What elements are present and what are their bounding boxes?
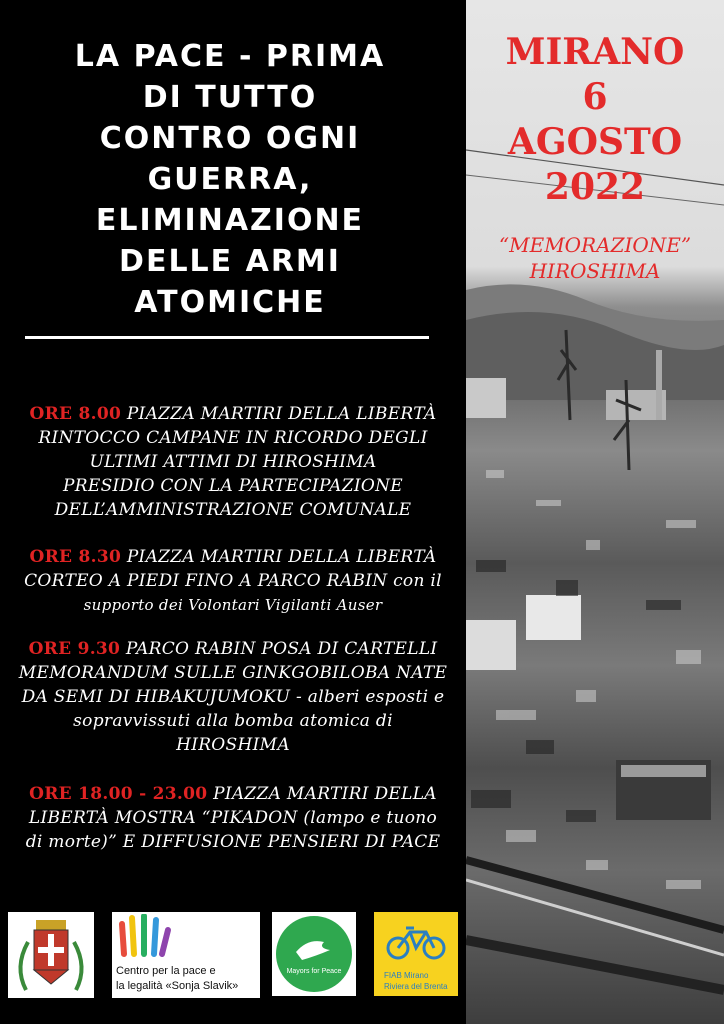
event-line: ULTIMI ATTIMI DI HIROSHIMA [89, 452, 377, 472]
headline-line: LA PACE - PRIMA [74, 39, 386, 74]
event-first-line [8, 545, 458, 569]
mayors-label: Mayors for Peace [286, 968, 342, 975]
event-line: HIROSHIMA [176, 735, 290, 755]
commemoration-label [480, 232, 710, 284]
event-line: supporto dei Volontari Vigilanti Auser [83, 596, 383, 614]
event-line: LIBERTÀ MOSTRA “PIKADON (lampo e tuono [28, 808, 438, 828]
event-line: RINTOCCO CAMPANE IN RICORDO DEGLI [38, 428, 428, 448]
event-line: PRESIDIO CON LA PARTECIPAZIONE [63, 476, 403, 496]
bicycle-icon [386, 922, 446, 962]
headline [30, 36, 430, 323]
event-0800 [8, 402, 458, 522]
event-line: DA SEMI DI HIBAKUJUMOKU - alberi esposti e [21, 687, 445, 707]
headline-line: GUERRA, [147, 162, 313, 197]
event-0830 [8, 545, 458, 617]
event-line: CORTEO A PIEDI FINO A PARCO RABIN con il [24, 571, 442, 591]
headline-line: DI TUTTO [142, 80, 318, 115]
centro-line: Centro per la pace e [116, 965, 216, 977]
event-line: MEMORANDUM SULLE GINKGOBILOBA NATE [18, 663, 448, 683]
mayors-for-peace-logo [272, 912, 356, 996]
event-first-line [8, 637, 458, 661]
fiab-line: FIAB Mirano [384, 971, 429, 980]
headline-line: ATOMICHE [134, 285, 326, 320]
centro-line: la legalità «Sonja Slavik» [116, 980, 239, 992]
event-location: PIAZZA MARTIRI DELLA LIBERTÀ [121, 404, 437, 424]
hands-icon [116, 914, 172, 958]
memo-line: “MEMORAZIONE” [498, 233, 692, 257]
event-time: ORE 9.30 [28, 639, 121, 659]
event-time: ORE 8.30 [29, 547, 122, 567]
event-0930 [8, 637, 458, 757]
event-first-line [8, 782, 458, 806]
dove-icon [272, 912, 356, 996]
coat-of-arms-icon [8, 912, 94, 998]
headline-line: ELIMINAZIONE [95, 203, 365, 238]
mirano-coat-of-arms-logo [8, 912, 94, 998]
headline-line: CONTRO OGNI [99, 121, 361, 156]
fiab-label [384, 970, 448, 992]
event-line: sopravvissuti alla bomba atomica di [73, 711, 393, 731]
centro-pace-logo [112, 912, 260, 998]
event-time: ORE 8.00 [29, 404, 122, 424]
event-location: PARCO RABIN POSA DI CARTELLI [120, 639, 438, 659]
event-location: PIAZZA MARTIRI DELLA [207, 784, 437, 804]
date-month: AGOSTO [507, 121, 683, 163]
event-line: di morte)” E DIFFUSIONE PENSIERI DI PACE [25, 832, 441, 852]
event-date [480, 30, 710, 210]
event-1800 [8, 782, 458, 854]
event-time: ORE 18.00 - 23.00 [29, 784, 208, 804]
event-first-line [8, 402, 458, 426]
fiab-line: Riviera del Brenta [384, 982, 448, 991]
date-year: 2022 [544, 166, 646, 208]
date-city: MIRANO [505, 31, 685, 73]
fiab-logo [374, 912, 458, 996]
headline-line: DELLE ARMI [119, 244, 341, 279]
centro-pace-label [116, 964, 238, 994]
divider [25, 336, 429, 339]
event-line: DELL’AMMINISTRAZIONE COMUNALE [54, 500, 412, 520]
event-location: PIAZZA MARTIRI DELLA LIBERTÀ [121, 547, 437, 567]
date-day: 6 [582, 76, 608, 118]
memo-line: HIROSHIMA [529, 259, 661, 283]
